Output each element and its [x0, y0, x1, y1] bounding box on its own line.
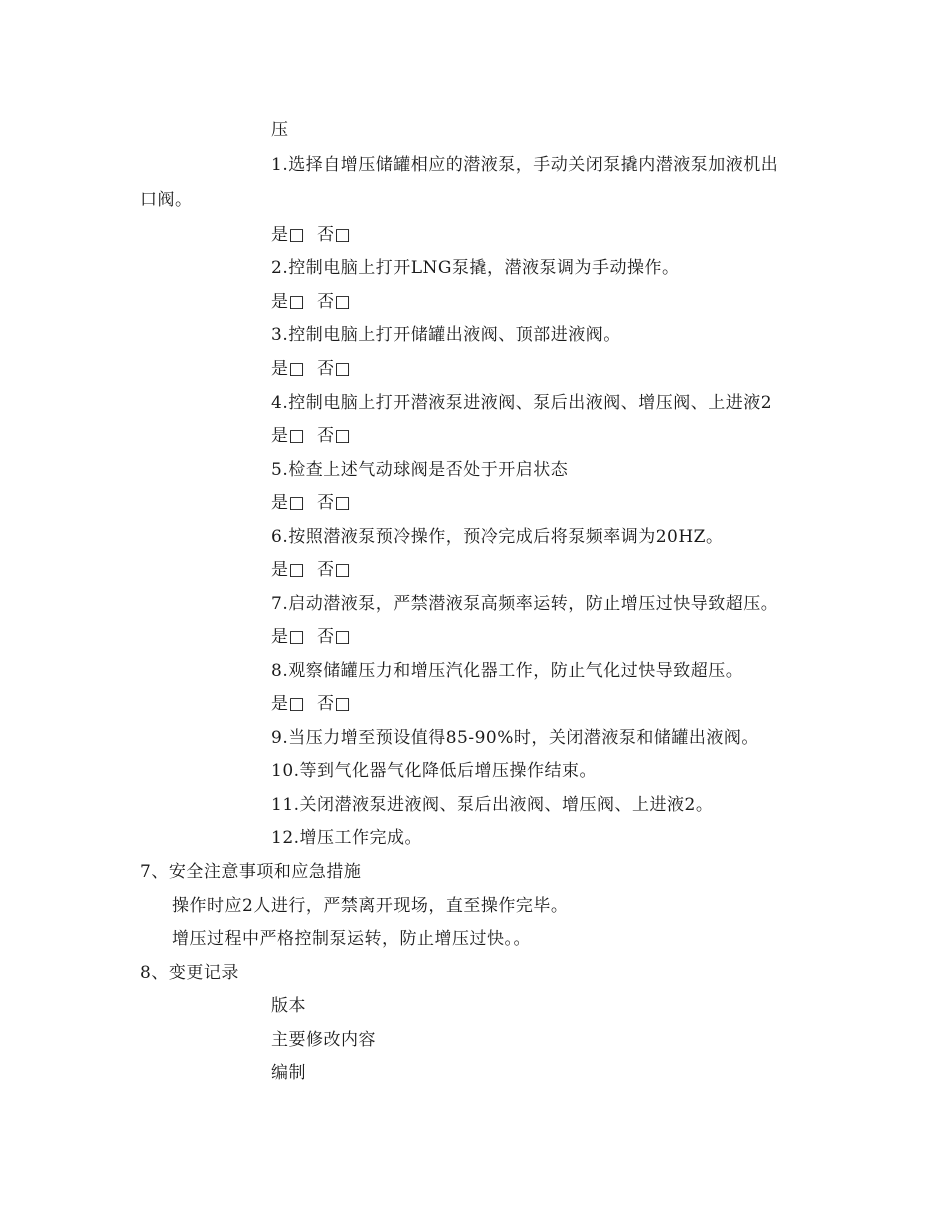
no-checkbox[interactable]: 否□: [317, 560, 352, 580]
no-checkbox[interactable]: 否□: [317, 292, 352, 312]
check-row-5: [271, 492, 351, 514]
section-8-author: 编制: [271, 1063, 306, 1083]
step-1-line-2: 口阀。: [140, 190, 193, 210]
yes-checkbox[interactable]: 是□: [271, 225, 306, 245]
yes-checkbox[interactable]: 是□: [271, 694, 306, 714]
step-11: 11.关闭潜液泵进液阀、泵后出液阀、增压阀、上进液2。: [271, 795, 714, 815]
section-7-title: 7、安全注意事项和应急措施: [140, 862, 362, 882]
no-checkbox[interactable]: 否□: [317, 426, 352, 446]
step-5: 5.检查上述气动球阀是否处于开启状态: [271, 460, 569, 480]
section-8-version: 版本: [271, 996, 306, 1016]
yes-checkbox[interactable]: 是□: [271, 292, 306, 312]
step-3: 3.控制电脑上打开储罐出液阀、顶部进液阀。: [271, 325, 621, 345]
yes-checkbox[interactable]: 是□: [271, 493, 306, 513]
step-8: 8.观察储罐压力和增压汽化器工作，防止气化过快导致超压。: [271, 661, 744, 681]
step-9: 9.当压力增至预设值得85-90%时，关闭潜液泵和储罐出液阀。: [271, 728, 759, 748]
check-row-3: [271, 358, 351, 380]
step-10: 10.等到气化器气化降低后增压操作结束。: [271, 761, 598, 781]
section-7-paragraph-1: 操作时应2人进行，严禁离开现场，直至操作完毕。: [172, 896, 569, 916]
section-7-paragraph-2: 增压过程中严格控制泵运转，防止增压过快。。: [172, 929, 531, 949]
step-4: 4.控制电脑上打开潜液泵进液阀、泵后出液阀、增压阀、上进液2: [271, 393, 773, 413]
section-8-title: 8、变更记录: [140, 963, 239, 983]
step-7: 7.启动潜液泵，严禁潜液泵高频率运转，防止增压过快导致超压。: [271, 594, 779, 614]
yes-checkbox[interactable]: 是□: [271, 627, 306, 647]
check-row-6: [271, 559, 351, 581]
check-row-7: [271, 626, 351, 648]
no-checkbox[interactable]: 否□: [317, 225, 352, 245]
check-row-4: [271, 425, 351, 447]
no-checkbox[interactable]: 否□: [317, 627, 352, 647]
pressure-tail-text: 压: [271, 120, 289, 140]
yes-checkbox[interactable]: 是□: [271, 359, 306, 379]
step-6: 6.按照潜液泵预冷操作，预冷完成后将泵频率调为20HZ。: [271, 527, 724, 547]
check-row-8: [271, 693, 351, 715]
yes-checkbox[interactable]: 是□: [271, 426, 306, 446]
step-2: 2.控制电脑上打开LNG泵撬，潜液泵调为手动操作。: [271, 258, 680, 278]
check-row-2: [271, 291, 351, 313]
step-12: 12.增压工作完成。: [271, 828, 423, 848]
no-checkbox[interactable]: 否□: [317, 359, 352, 379]
no-checkbox[interactable]: 否□: [317, 694, 352, 714]
step-1-line-1: 1.选择自增压储罐相应的潜液泵，手动关闭泵撬内潜液泵加液机出: [271, 155, 779, 175]
check-row-1: [271, 224, 351, 246]
section-8-main-changes: 主要修改内容: [271, 1030, 376, 1050]
no-checkbox[interactable]: 否□: [317, 493, 352, 513]
yes-checkbox[interactable]: 是□: [271, 560, 306, 580]
